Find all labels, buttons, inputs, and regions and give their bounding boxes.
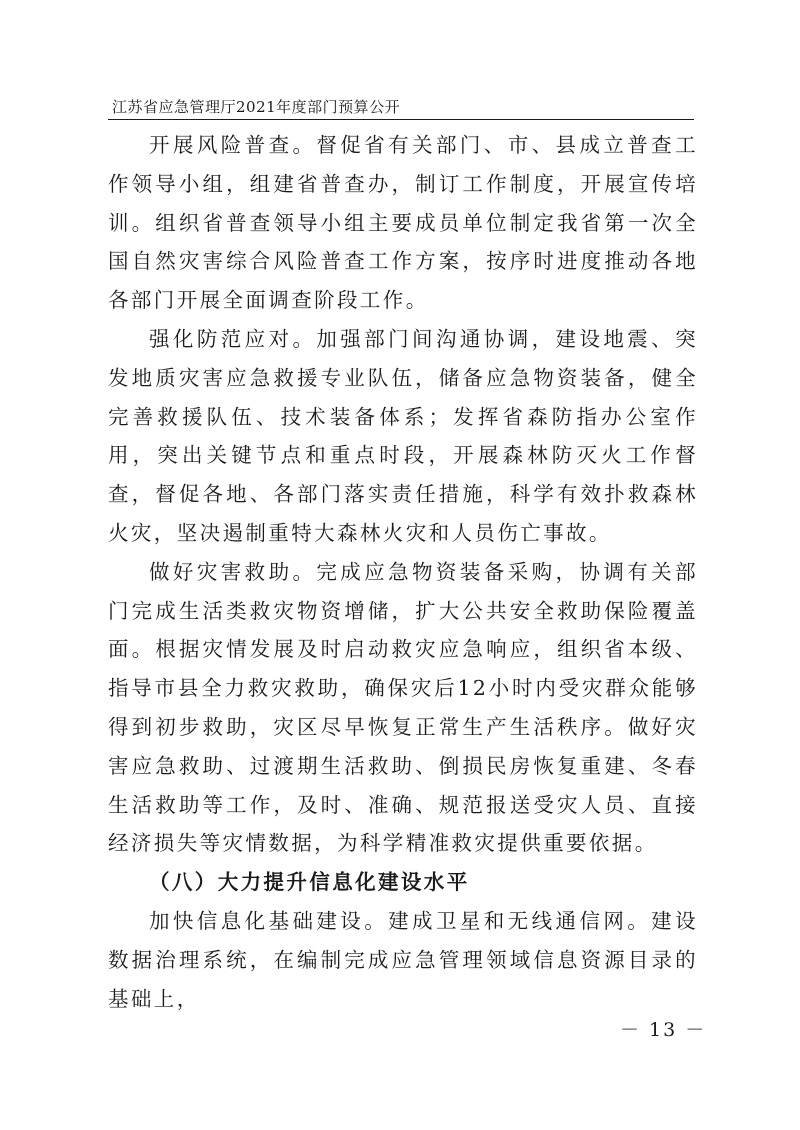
document-body [108, 126, 698, 1018]
header-divider [108, 119, 694, 120]
paragraph-risk-survey: 开展风险普查。督促省有关部门、市、县成立普查工作领导小组，组建省普查办，制订工作制度，开展宣传培训。组织省普查领导小组主要成员单位制定我省第一次全国自然灾害综合风险普查工作方案，按序时进度推动各地各部门开展全面调查阶段工作。 [108, 133, 698, 313]
page-header-title: 江苏省应急管理厅2021年度部门预算公开 [112, 98, 401, 116]
paragraph-disaster-relief: 做好灾害救助。完成应急物资装备采购，协调有关部门完成生活类救灾物资增储，扩大公共安全救助保险覆盖面。根据灾情发展及时启动救灾应急响应，组织省本级、指导市县全力救灾救助，确保灾后12小时内受灾群众能够得到初步救助，灾区尽早恢复正常生产生活秩序。做好灾害应急救助、过渡期生活救助、倒损民房恢复重建、冬春生活救助等工作，及时、准确、规范报送受灾人员、直接经济损失等灾情数据，为科学精准救灾提供重要依据。 [108, 559, 698, 856]
paragraph-prevention-response: 强化防范应对。加强部门间沟通协调，建设地震、突发地质灾害应急救援专业队伍，储备应急物资装备，健全完善救援队伍、技术装备体系；发挥省森防指办公室作用，突出关键节点和重点时段，开展森林防灭火工作督查，督促各地、各部门落实责任措施，科学有效扑救森林火灾，坚决遏制重特大森林火灾和人员伤亡事故。 [108, 326, 698, 545]
paragraph-infrastructure: 加快信息化基础建设。建成卫星和无线通信网。建设数据治理系统，在编制完成应急管理领域信息资源目录的基础上， [108, 908, 698, 1011]
page-number: － 13 － [620, 1019, 707, 1041]
section-heading-informatization: （八）大力提升信息化建设水平 [149, 870, 470, 895]
